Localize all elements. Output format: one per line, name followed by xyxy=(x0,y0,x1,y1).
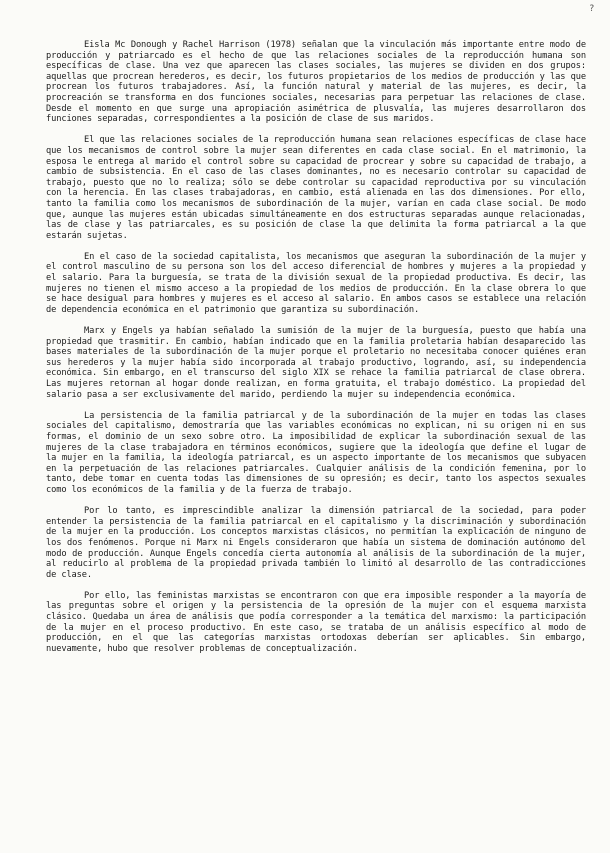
paragraph-7: Por ello, las feministas marxistas se encontraron con que era imposible responder a la mayoría de las preguntas sobre el origen y la persistencia de la opresión de la mujer con el esquema marxista clásico. Quedaba un área de análisis que podía corresponder a la temática del marxismo: la participación de la mujer en el proceso productivo. En este caso, se trataba de un análisis específico al modo de producción, en el que las categorías marxistas ortodoxas deberían ser aplicables. Sin embargo, nuevamente, hubo que resolver problemas de conceptualización. xyxy=(46,590,586,654)
paragraph-6: Por lo tanto, es imprescindible analizar la dimensión patriarcal de la sociedad, para poder entender la persistencia de la familia patriarcal en el capitalismo y la discriminación y subordinación de la mujer en la producción. Los conceptos marxistas clásicos, no permitían la explicación de ninguno de los dos fenómenos. Porque ni Marx ni Engels consideraron que había un sistema de dominación autónomo del modo de producción. Aunque Engels concedía cierta autonomía al análisis de la subordinación de la mujer, al reducirlo al problema de la propiedad privada también lo limitó al desarrollo de las contradicciones de clase. xyxy=(46,506,586,580)
paragraph-2: El que las relaciones sociales de la reproducción humana sean relaciones específicas de clase hace que los mecanismos de control sobre la mujer sean diferentes en cada clase social. En el matrimonio, la esposa le entrega al marido el control sobre su capacidad de procrear y sobre su capacidad de trabajo, a cambio de subsistencia. En el caso de las clases dominantes, no es necesario controlar su capacidad de trabajo, puesto que no lo realiza; sólo se debe controlar su capacidad reproductiva por su vinculación con la herencia. En las clases trabajadoras, en cambio, está alienada en las dos dimensiones. Por ello, tanto la familia como los mecanismos de subordinación de la mujer, varían en cada clase social. De modo que, aunque las mujeres están ubicadas simultáneamente en dos estructuras separadas aunque relacionadas, las de clase y las patriarcales, es su posición de clase la que delimita la forma patriarcal a la que estarán sujetas. xyxy=(46,135,586,241)
page-corner-mark: ? xyxy=(589,4,595,14)
paragraph-3: En el caso de la sociedad capitalista, los mecanismos que aseguran la subordinación de la mujer y el control masculino de su persona son los del acceso diferencial de hombres y mujeres a la propiedad y el salario. Para la burguesía, se trata de la división sexual de la propiedad productiva. Es decir, las mujeres no tienen el mismo acceso a la propiedad de los medios de producción. En la clase obrera lo que se hace desigual para hombres y mujeres es el acceso al salario. En ambos casos se establece una relación de dependencia económica en el patrimonio que garantiza su subordinación. xyxy=(46,251,586,315)
paragraph-5: La persistencia de la familia patriarcal y de la subordinación de la mujer en todas las clases sociales del capitalismo, demostraría que las variables económicas no explican, ni su origen ni en sus formas, el dominio de un sexo sobre otro. La imposibilidad de explicar la subordinación sexual de las mujeres de la clase trabajadora en términos económicos, sugiere que la ideología que define el lugar de la mujer en la familia, la ideología patriarcal, es un aspecto importante de los mecanismos que subyacen en la perpetuación de las relaciones patriarcales. Cualquier análisis de la condición femenina, por lo tanto, debe tomar en cuenta todas las dimensiones de su opresión; es decir, tanto los aspectos sexuales como los económicos de la familia y de la fuerza de trabajo. xyxy=(46,410,586,495)
paragraph-1: Eisla Mc Donough y Rachel Harrison (1978) señalan que la vinculación más importante entre modo de producción y patriarcado es el hecho de que las relaciones sociales de la reproducción humana son específicas de clase. Una vez que aparecen las clases sociales, las mujeres se dividen en dos grupos: aquellas que procrean herederos, es decir, los futuros propietarios de los medios de producción y las que procrean los futuros trabajadores. Así, la función natural y material de las mujeres, es decir, la procreación se transforma en dos funciones sociales, necesarias para perpetuar las relaciones de clase. Desde el momento en que surge una apropiación asimétrica de plusvalía, las mujeres desarrollaron dos funciones separadas, correspondientes a la posición de clase de sus maridos. xyxy=(46,40,586,125)
document-body xyxy=(46,40,586,654)
paragraph-4: Marx y Engels ya habían señalado la sumisión de la mujer de la burguesía, puesto que había una propiedad que trasmitir. En cambio, habían indicado que en la familia proletaria habían desaparecido las bases materiales de la subordinación de la mujer porque el proletario no necesitaba conocer quiénes eran sus herederos y la mujer había sido incorporada al trabajo productivo, logrando, así, su independencia económica. Sin embargo, en el transcurso del siglo XIX se rehace la familia patriarcal de clase obrera. Las mujeres retornan al hogar donde realizan, en forma gratuita, el trabajo doméstico. La propiedad del salario pasa a ser exclusivamente del marido, perdiendo la mujer su independencia económica. xyxy=(46,326,586,400)
